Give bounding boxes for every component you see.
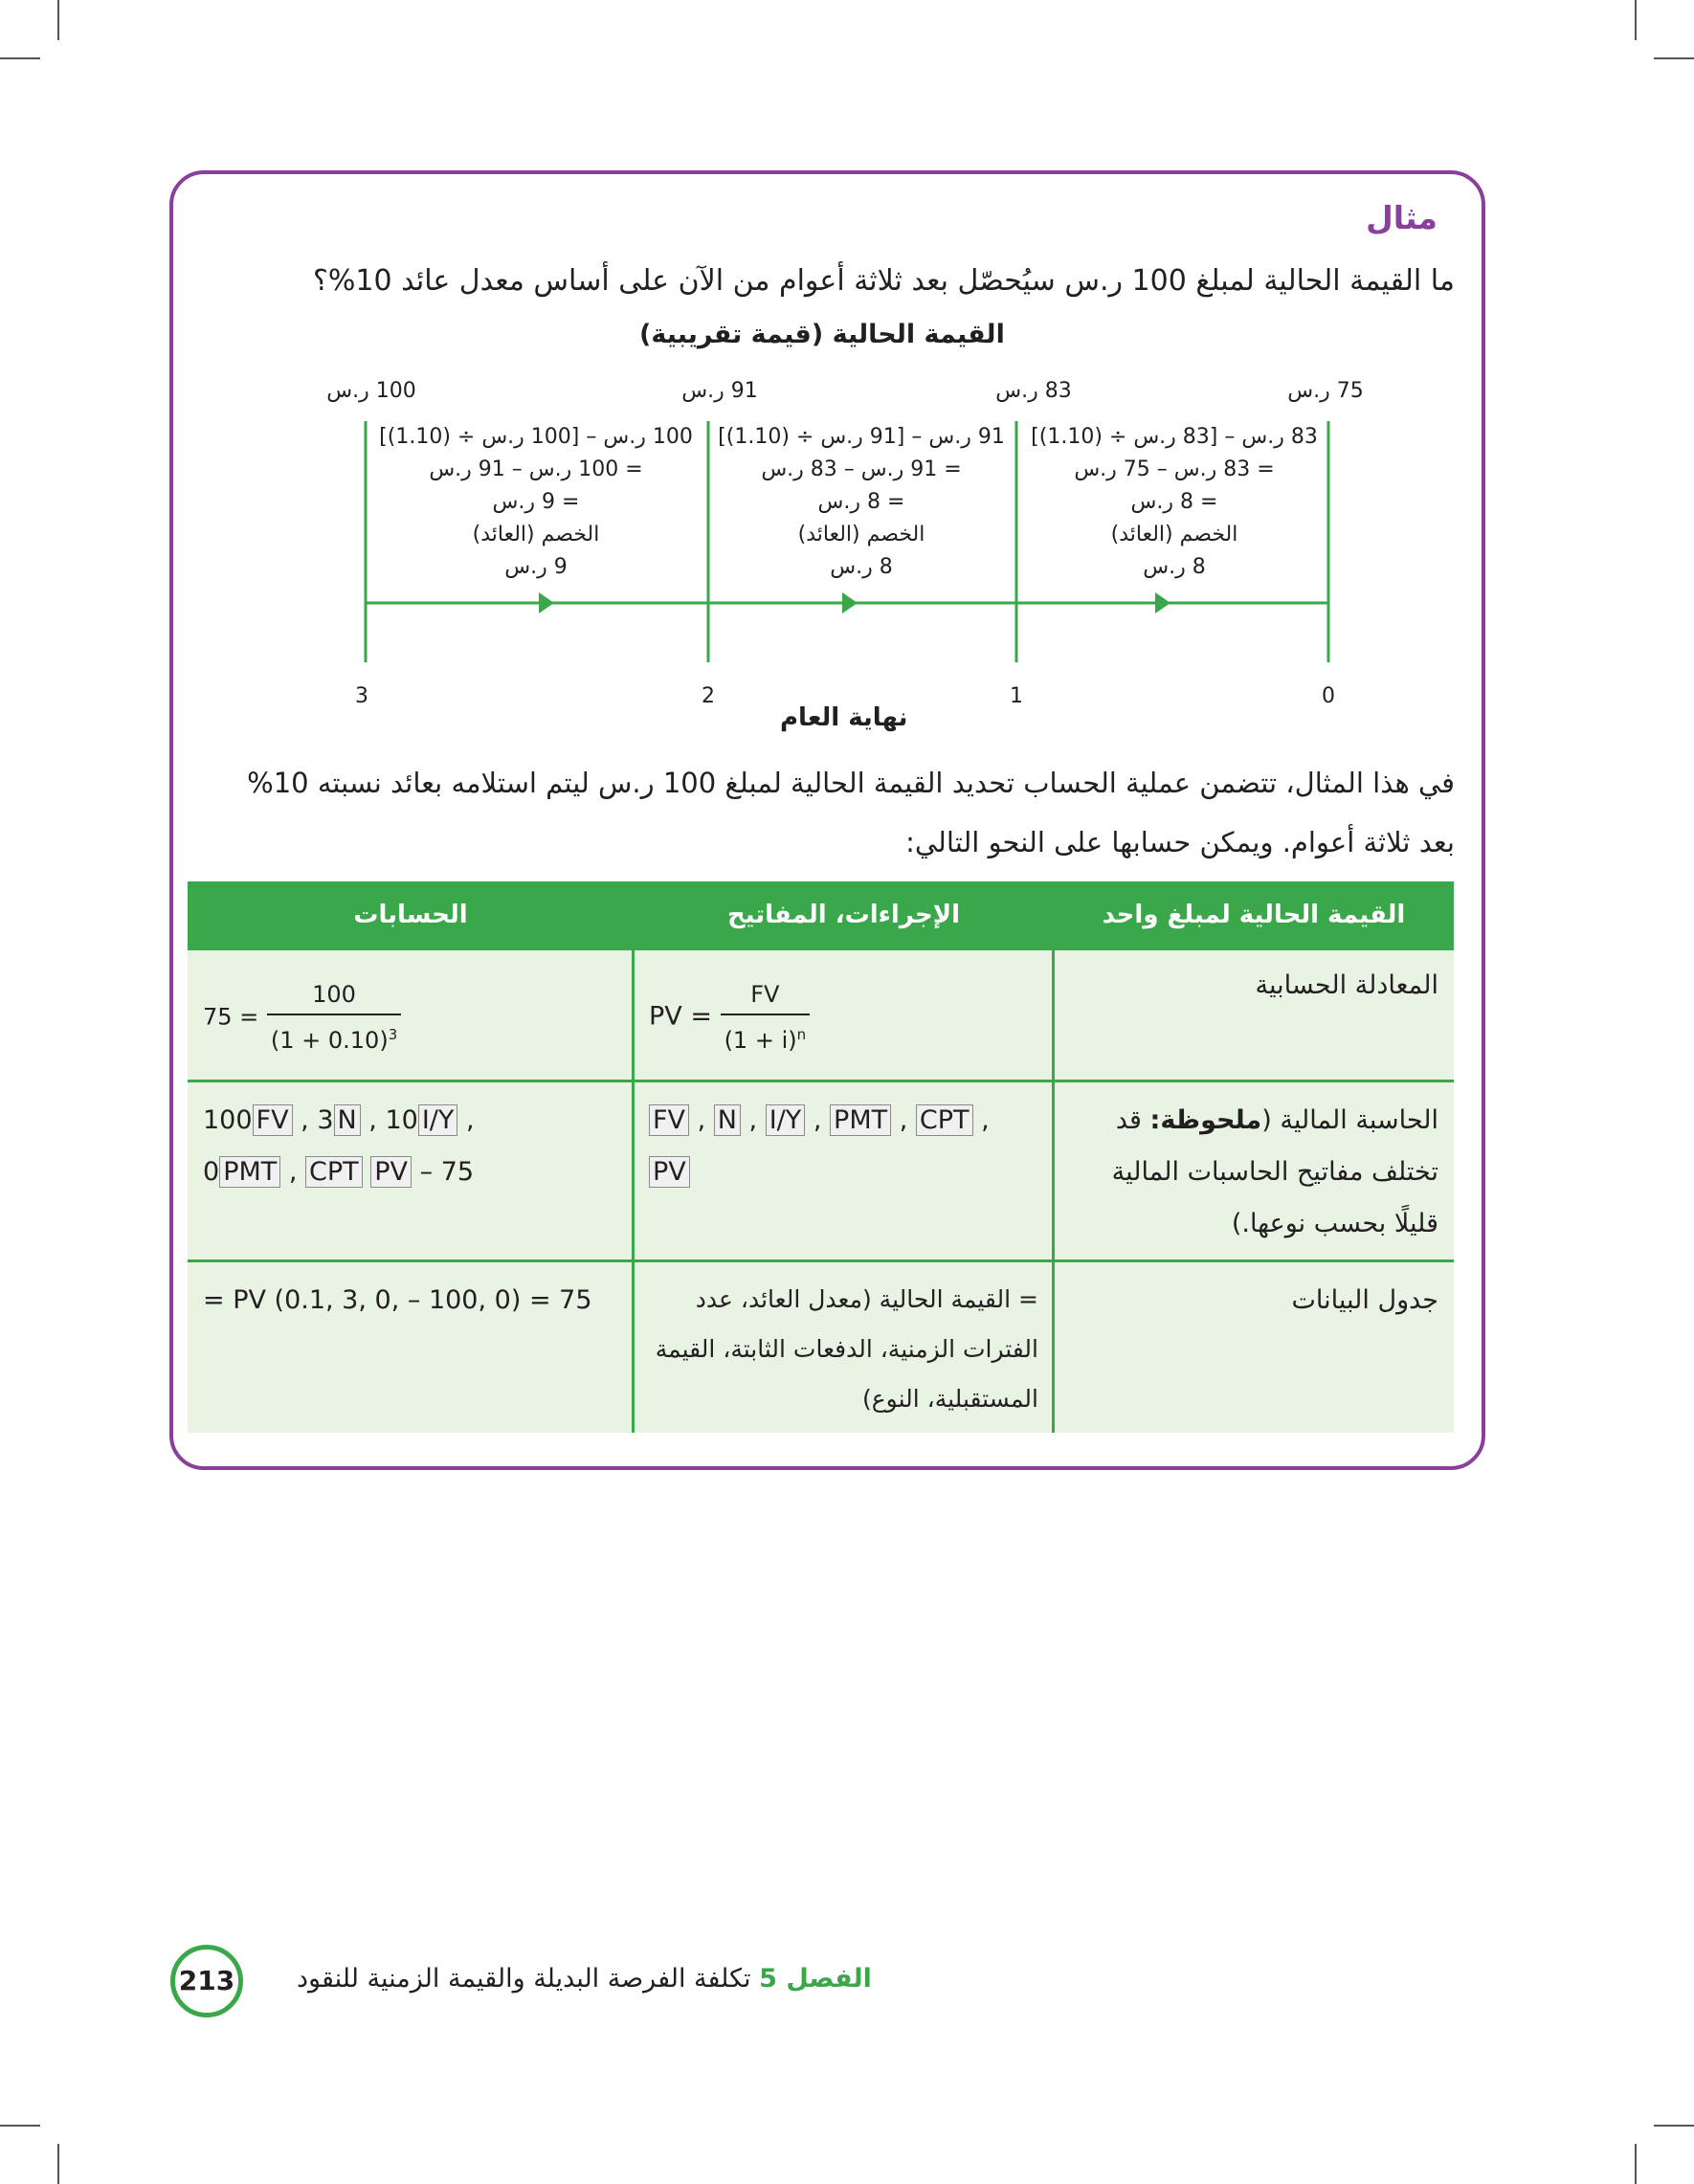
table-divider	[188, 1080, 1454, 1082]
year-label-1: 1	[1010, 684, 1023, 708]
header-single-amount: القيمة الحالية لمبلغ واحد	[1054, 881, 1454, 950]
calc-line: 83 ر.س – [83 ر.س ÷ (1.10)]	[1031, 425, 1318, 449]
calc-line: = 91 ر.س – 83 ر.س	[761, 457, 962, 481]
calc-line: = 8 ر.س	[817, 490, 905, 514]
calc-line: = 9 ر.س	[492, 490, 580, 514]
formula-lhs: PV =	[649, 1001, 712, 1032]
calc-value: 3	[317, 1105, 334, 1135]
timeline-value-year3: 100 ر.س	[326, 379, 416, 403]
calc-line: 9 ر.س	[504, 555, 568, 579]
key-iy: I/Y	[766, 1104, 806, 1136]
timeline-value-year2: 91 ر.س	[681, 379, 758, 403]
calc-value: 0	[203, 1157, 220, 1187]
row-spreadsheet-calc	[188, 1261, 634, 1433]
calc-key: CPT	[305, 1156, 363, 1188]
arrow-icon	[842, 592, 858, 613]
calc-key: I/Y	[418, 1104, 458, 1136]
calc-key: FV	[253, 1104, 293, 1136]
table-divider	[1052, 881, 1055, 1433]
arrow-icon	[1155, 592, 1170, 613]
calc-line: الخصم (العائد)	[1110, 523, 1238, 546]
key-pmt: PMT	[830, 1104, 891, 1136]
header-calculations: الحسابات	[188, 881, 634, 950]
header-procedures: الإجراءات، المفاتيح	[634, 881, 1054, 950]
calc-den-text: (1 + 0.10)	[270, 1027, 389, 1054]
year-label-2: 2	[702, 684, 715, 708]
calculator-label-b: قد تختلف مفاتيح الحاسبات المالية قليلًا بحسب نوعها.)	[1111, 1105, 1438, 1238]
row-formula-calc	[188, 950, 634, 1081]
example-title: مثال	[1366, 199, 1438, 236]
explanation-line-1: في هذا المثال، تتضمن عملية الحساب تحديد القيمة الحالية لمبلغ 100 ر.س ليتم استلامه بعائد نسبته 10%	[247, 767, 1455, 799]
example-question: ما القيمة الحالية لمبلغ 100 ر.س سيُحصّل بعد ثلاثة أعوام من الآن على أساس معدل عائد 10%؟	[312, 264, 1455, 298]
row-calculator-label	[1054, 1081, 1454, 1261]
row-spreadsheet-label	[1054, 1261, 1454, 1433]
spreadsheet-label-text: جدول البيانات	[1291, 1285, 1438, 1315]
calculation-table	[188, 881, 1454, 1433]
key-fv: FV	[649, 1104, 689, 1136]
present-value-label: القيمة الحالية (قيمة تقريبية)	[639, 320, 1005, 349]
calc-key: N	[334, 1104, 361, 1136]
row-formula-label	[1054, 950, 1454, 1081]
formula-fraction	[721, 975, 811, 1059]
key-pv: PV	[649, 1156, 690, 1188]
calc-line: 8 ر.س	[1143, 555, 1206, 579]
chapter-label: الفصل 5	[759, 1964, 872, 1994]
year-end-label: نهاية العام	[780, 703, 908, 732]
calculator-label-note: ملحوظة:	[1149, 1105, 1262, 1135]
page-number: 213	[170, 1945, 243, 2017]
row-calculator-keys: FV , N , I/Y , PMT , CPT , PV	[634, 1081, 1054, 1261]
year-label-3: 3	[355, 684, 368, 708]
calc-line: 91 ر.س – [91 ر.س ÷ (1.10)]	[718, 425, 1005, 449]
spreadsheet-calc-text: = PV (0.1, 3, 0, – 100, 0) = 75	[203, 1285, 592, 1315]
row-calculator-calc: 100 FV , 3 N , 10 I/Y , 0 PMT , CPT PV – 75	[188, 1081, 634, 1261]
explanation-line-2: بعد ثلاثة أعوام. ويمكن حسابها على النحو التالي:	[905, 826, 1455, 858]
calc-line: 100 ر.س – [100 ر.س ÷ (1.10)]	[379, 425, 693, 449]
row-spreadsheet-procedure	[634, 1261, 1054, 1433]
key-cpt: CPT	[916, 1104, 973, 1136]
formula-denominator	[721, 1015, 811, 1059]
chapter-footer	[297, 1964, 872, 1994]
table-divider	[188, 1259, 1454, 1262]
calc-line: = 83 ر.س – 75 ر.س	[1074, 457, 1275, 481]
calc-key: PV	[370, 1156, 412, 1188]
formula-label-text: المعادلة الحسابية	[1255, 970, 1438, 1000]
arrow-icon	[539, 592, 554, 613]
calc-denominator	[267, 1015, 401, 1059]
row-formula-procedure	[634, 950, 1054, 1081]
formula-den-text: (1 + i)	[724, 1027, 797, 1054]
calc-fraction	[267, 975, 401, 1059]
calc-line: = 100 ر.س – 91 ر.س	[429, 457, 643, 481]
timeline-value-year0: 75 ر.س	[1287, 379, 1364, 403]
calc-tail: – 75	[419, 1157, 475, 1187]
formula-numerator: FV	[721, 975, 811, 1015]
calc-exponent: 3	[388, 1026, 398, 1043]
formula-exponent: n	[796, 1026, 807, 1043]
calc-key: PMT	[219, 1156, 280, 1188]
calc-line: الخصم (العائد)	[472, 523, 600, 546]
calc-line: = 8 ر.س	[1130, 490, 1218, 514]
calc-value: 100	[203, 1105, 253, 1135]
calc-line: 8 ر.س	[830, 555, 893, 579]
year-label-0: 0	[1322, 684, 1335, 708]
key-n: N	[714, 1104, 741, 1136]
chapter-title: تكلفة الفرصة البديلة والقيمة الزمنية للنقود	[297, 1964, 751, 1994]
calc-lhs: 75 =	[203, 1003, 259, 1031]
calculator-label-a: الحاسبة المالية (	[1261, 1105, 1438, 1135]
calc-numerator: 100	[267, 975, 401, 1015]
timeline-value-year1: 83 ر.س	[995, 379, 1072, 403]
calc-value: 10	[385, 1105, 418, 1135]
calc-line: الخصم (العائد)	[797, 523, 925, 546]
table-divider	[632, 881, 635, 1433]
spreadsheet-procedure-text: = القيمة الحالية (معدل العائد، عدد الفترات الزمنية، الدفعات الثابتة، القيمة المستقبلية، النوع)	[655, 1285, 1038, 1413]
